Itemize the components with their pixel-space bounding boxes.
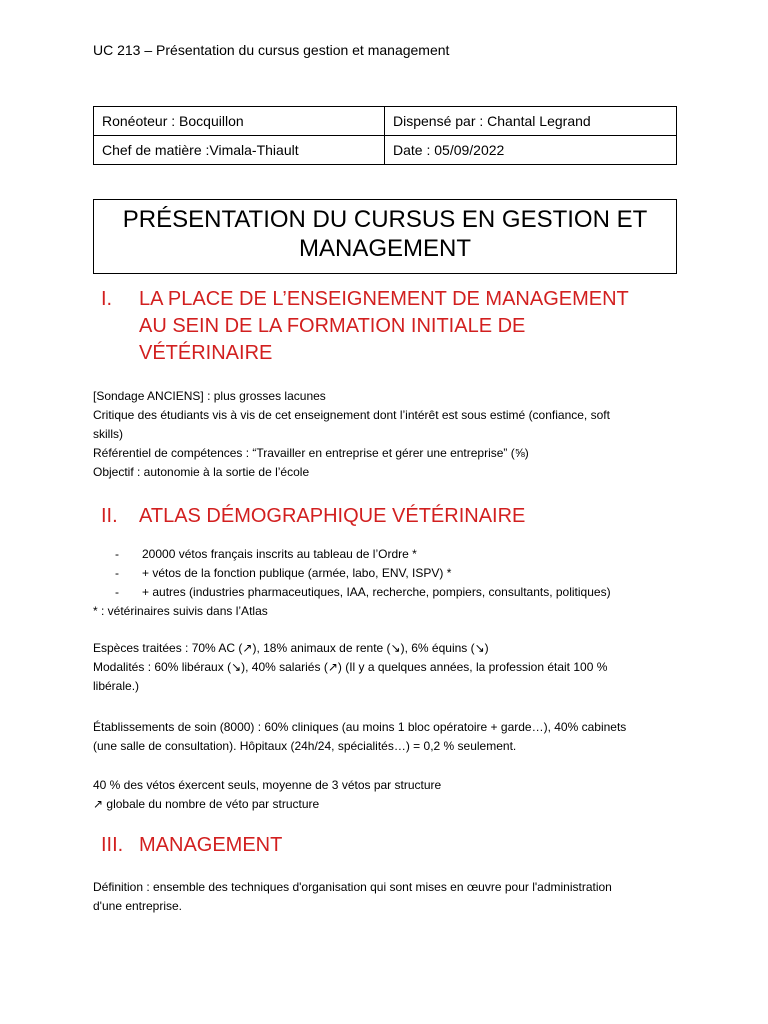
page-header: UC 213 – Présentation du cursus gestion et management [93, 42, 450, 58]
bullet-dash: - [115, 585, 119, 599]
list-item [93, 583, 675, 602]
section-3-number: III. [101, 834, 124, 856]
paragraph: Espèces traitées : 70% AC (↗), 18% animaux de rente (↘), 6% équins (↘) [93, 641, 489, 655]
especes-paragraph [93, 639, 675, 696]
paragraph: Critique des étudiants vis à vis de cet enseignement dont l’intérêt est sous estimé (confiance, soft [93, 408, 610, 422]
paragraph: skills) [93, 427, 123, 441]
atlas-list [93, 545, 675, 621]
list-item-text: + autres (industries pharmaceutiques, IAA, recherche, pompiers, consultants, politiques) [142, 585, 611, 599]
document-title [93, 199, 677, 274]
bullet-dash: - [115, 566, 119, 580]
dispense-cell: Dispensé par : Chantal Legrand [385, 107, 677, 136]
table-row [94, 107, 677, 136]
chef-matiere-cell: Chef de matière :Vimala-Thiault [94, 136, 385, 165]
section-2-number: II. [101, 505, 118, 527]
section-1-title-line: LA PLACE DE L’ENSEIGNEMENT DE MANAGEMENT [139, 288, 629, 310]
paragraph: 40 % des vétos éxercent seuls, moyenne de 3 vétos par structure [93, 778, 442, 792]
section-1-number: I. [101, 288, 113, 310]
table-row [94, 136, 677, 165]
section-3-title [139, 832, 679, 859]
date-cell: Date : 05/09/2022 [385, 136, 677, 165]
section-2-title [139, 503, 679, 530]
paragraph: (une salle de consultation). Hôpitaux (24h/24, spécialités…) = 0,2 % seulement. [93, 739, 517, 753]
paragraph: ↗ globale du nombre de véto par structure [93, 797, 320, 811]
section-1-body [93, 387, 675, 482]
section-1-title-line: AU SEIN DE LA FORMATION INITIALE DE [139, 315, 526, 337]
paragraph: Référentiel de compétences : “Travailler en entreprise et gérer une entreprise” (⅝) [93, 446, 529, 460]
section-1-title [139, 286, 679, 367]
section-1-title-line: VÉTÉRINAIRE [139, 342, 273, 364]
meta-table [93, 106, 677, 165]
paragraph: [Sondage ANCIENS] : plus grosses lacunes [93, 389, 326, 403]
section-3-title-text: MANAGEMENT [139, 834, 283, 856]
etablissements-paragraph [93, 718, 675, 756]
definition-paragraph [93, 878, 675, 916]
paragraph: Objectif : autonomie à la sortie de l’école [93, 465, 310, 479]
structure-paragraph [93, 776, 675, 814]
list-item-text: 20000 vétos français inscrits au tableau de l’Ordre * [142, 547, 417, 561]
list-item-text: + vétos de la fonction publique (armée, labo, ENV, ISPV) * [142, 566, 452, 580]
paragraph: libérale.) [93, 679, 140, 693]
footnote: * : vétérinaires suivis dans l’Atlas [93, 604, 268, 618]
title-line-2: MANAGEMENT [298, 235, 471, 262]
paragraph: Modalités : 60% libéraux (↘), 40% salariés (↗) (Il y a quelques années, la profession était 100 % [93, 660, 608, 674]
roneoteur-cell: Ronéoteur : Bocquillon [94, 107, 385, 136]
section-2-title-text: ATLAS DÉMOGRAPHIQUE VÉTÉRINAIRE [139, 505, 526, 527]
paragraph: Établissements de soin (8000) : 60% cliniques (au moins 1 bloc opératoire + garde…), 40% cabinets [93, 720, 627, 734]
paragraph: d'une entreprise. [93, 899, 183, 913]
list-item [93, 564, 675, 583]
list-item [93, 545, 675, 564]
bullet-dash: - [115, 547, 119, 561]
title-line-1: PRÉSENTATION DU CURSUS EN GESTION ET [122, 206, 648, 233]
paragraph: Définition : ensemble des techniques d'organisation qui sont mises en œuvre pour l'administration [93, 880, 612, 894]
